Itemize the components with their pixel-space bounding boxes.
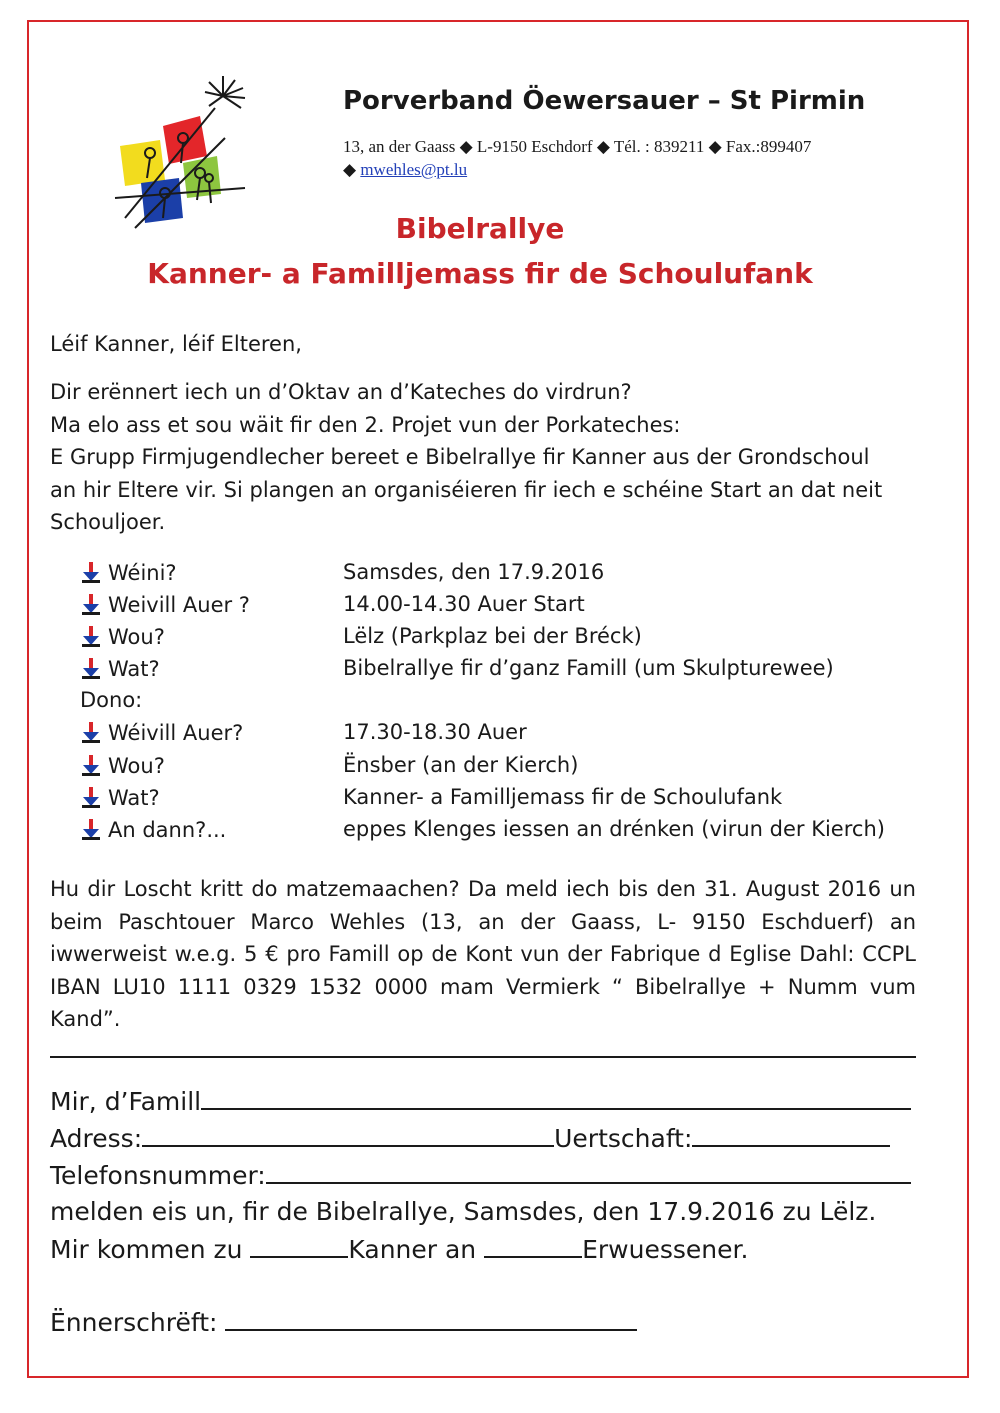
family-field[interactable]: [201, 1086, 911, 1110]
address-field[interactable]: [142, 1123, 554, 1147]
schedule-item-label: Wat?: [80, 656, 160, 681]
email-line: [343, 160, 467, 180]
phone-field[interactable]: [266, 1160, 911, 1184]
intro-line: E Grupp Firmjugendlecher bereet e Bibelrallye fir Kanner aus der Grondschoul: [50, 445, 870, 469]
schedule-item-value: Samsdes, den 17.9.2016: [343, 560, 605, 584]
schedule-item-label: An dann?...: [80, 817, 226, 842]
arrow-bullet-icon: [80, 817, 102, 841]
schedule-item-label: Weivill Auer ?: [80, 592, 250, 617]
signature-row: [50, 1307, 637, 1337]
address-label: Adress:: [50, 1124, 143, 1153]
sunburst-icon: [205, 76, 245, 108]
arrow-bullet-icon: [80, 656, 102, 680]
greeting: Léif Kanner, léif Elteren,: [50, 332, 302, 356]
phone-label: Telefonsnummer:: [50, 1161, 266, 1190]
email-link[interactable]: mwehles@pt.lu: [360, 160, 468, 179]
intro-line: Dir erënnert iech un d’Oktav an d’Kateches do virdrun?: [50, 380, 632, 404]
contact-line: 13, an der Gaass ◆ L-9150 Eschdorf ◆ Tél. : 839211 ◆ Fax.:899407: [343, 137, 812, 156]
come-prefix: Mir kommen zu: [50, 1235, 243, 1264]
signature-label: Ënnerschrëft:: [50, 1308, 218, 1337]
registration-paragraph: [50, 873, 916, 1036]
dono-label: Dono:: [80, 688, 143, 712]
diamond-icon: ◆: [343, 160, 357, 179]
children-count-field[interactable]: [250, 1234, 348, 1258]
arrow-bullet-icon: [80, 785, 102, 809]
schedule-item-value: Kanner- a Familljemass fir de Schoulufank: [343, 785, 783, 809]
schedule-item-label: Wat?: [80, 785, 160, 810]
arrow-bullet-icon: [80, 720, 102, 744]
schedule-item-value: 17.30-18.30 Auer: [343, 720, 527, 744]
family-label: Mir, d’Famill: [50, 1087, 202, 1116]
arrow-bullet-icon: [80, 753, 102, 777]
registration-line: Kand”.: [50, 1007, 121, 1031]
schedule-item-value: Lëlz (Parkplaz bei der Bréck): [343, 624, 642, 648]
intro-line: Ma elo ass et sou wäit fir den 2. Projet vun der Porkateches:: [50, 412, 681, 437]
schedule-item-value: Bibelrallye fir d’ganz Famill (um Skulpturewee): [343, 656, 834, 680]
schedule-item-label: Wéivill Auer?: [80, 720, 243, 745]
intro-line: an hir Eltere vir. Si plangen an organiséieren fir iech e schéine Start an dat neit: [50, 477, 883, 502]
arrow-bullet-icon: [80, 560, 102, 584]
registration-line: Hu dir Loscht kritt do matzemaachen? Da meld iech bis den 31. August 2016 un: [50, 877, 916, 901]
adults-count-field[interactable]: [484, 1234, 582, 1258]
title-bibelrallye: Bibelrallye: [395, 212, 565, 245]
confirm-text: melden eis un, fir de Bibelrallye, Samsdes, den 17.9.2016 zu Lëlz.: [50, 1197, 877, 1226]
children-label: Kanner an: [348, 1235, 477, 1264]
town-label: Uertschaft:: [554, 1124, 693, 1153]
registration-line: beim Paschtouer Marco Wehles (13, an der Gaass, L- 9150 Eschduerf) an: [50, 909, 916, 934]
cut-line: [50, 1056, 916, 1058]
arrow-bullet-icon: [80, 592, 102, 616]
schedule-item-value: Ënsber (an der Kierch): [343, 753, 579, 777]
registration-line: IBAN LU10 1111 0329 1532 0000 mam Vermierk “ Bibelrallye + Numm vum: [50, 974, 916, 999]
arrow-bullet-icon: [80, 624, 102, 648]
adults-label: Erwuessener.: [582, 1235, 749, 1264]
phone-row: [50, 1160, 911, 1190]
attendance-row: [50, 1234, 748, 1264]
subtitle-mass: Kanner- a Familljemass fir de Schoulufank: [147, 257, 813, 290]
intro-line: Schouljoer.: [50, 510, 166, 534]
schedule-item-label: Wéini?: [80, 560, 177, 585]
signature-field[interactable]: [225, 1307, 637, 1331]
intro-paragraph: [50, 376, 916, 539]
address-row: [50, 1123, 890, 1153]
organization-name: Porverband Öewersauer – St Pirmin: [343, 86, 866, 116]
registration-line: iwwerweist w.e.g. 5 € pro Famill op de Kont vun der Fabrique d Eglise Dahl: CCPL: [50, 942, 916, 966]
town-field[interactable]: [692, 1123, 890, 1147]
schedule-item-value: eppes Klenges iessen an drénken (virun der Kierch): [343, 817, 885, 841]
schedule-item-value: 14.00-14.30 Auer Start: [343, 592, 585, 616]
schedule-item-label: Wou?: [80, 753, 165, 778]
schedule-item-label: Wou?: [80, 624, 165, 649]
family-row: [50, 1086, 911, 1116]
